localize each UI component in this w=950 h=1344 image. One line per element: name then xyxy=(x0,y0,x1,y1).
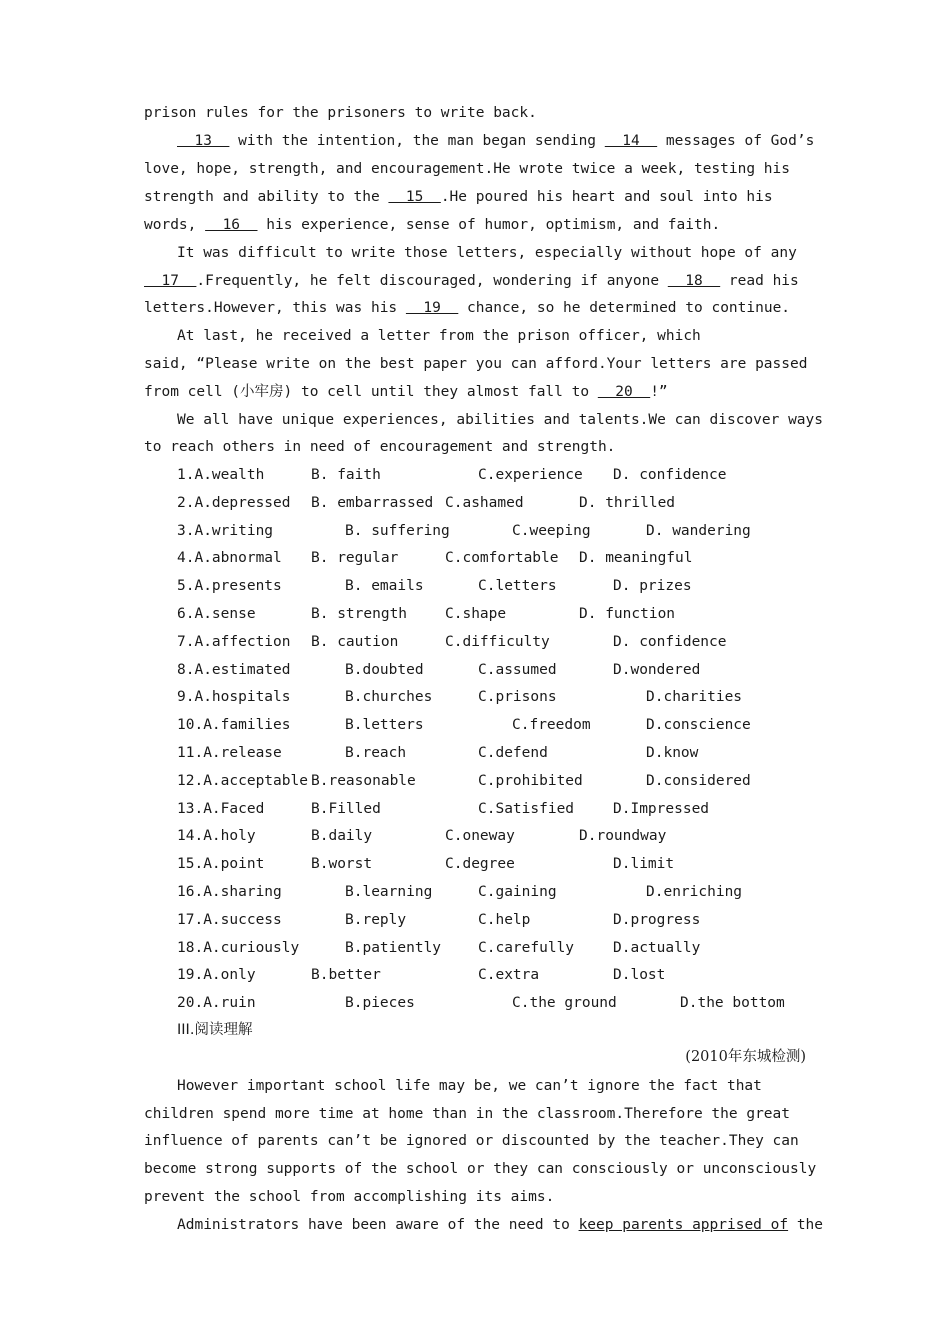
blank-17: 17 xyxy=(144,273,197,289)
passage-line xyxy=(177,326,842,346)
option-b: B. caution xyxy=(311,633,399,650)
reading-line xyxy=(144,1187,809,1207)
option-d: D. confidence xyxy=(613,467,727,483)
option-d: D.Impressed xyxy=(613,800,710,817)
passage-text: read his xyxy=(720,273,799,289)
passage-text: to reach others in need of encouragement and strength. xyxy=(144,439,616,455)
option-d: D.the bottom xyxy=(680,995,785,1012)
option-b: B. strength xyxy=(311,606,408,622)
option-d: D.enriching xyxy=(646,884,743,900)
section-heading xyxy=(177,1020,842,1040)
option-b: B. emails xyxy=(345,578,424,595)
option-c: C.shape xyxy=(445,606,507,622)
passage-line xyxy=(144,298,809,318)
option-a: 16.A.sharing xyxy=(177,884,282,900)
option-c: C.comfortable xyxy=(445,550,559,567)
reading-line xyxy=(144,1131,809,1151)
option-c: C.carefully xyxy=(478,939,575,956)
passage-text: .He poured his heart and soul into his xyxy=(440,189,773,205)
blank-16: 16 xyxy=(205,217,258,233)
option-c: C.defend xyxy=(478,745,548,761)
section-heading-text: III.阅读理解 xyxy=(177,1022,253,1038)
option-d: D.roundway xyxy=(579,828,667,845)
passage-text: It was difficult to write those letters, especially without hope of any xyxy=(177,245,797,261)
passage-line xyxy=(144,159,809,179)
passage-line xyxy=(144,382,809,402)
option-c: C.gaining xyxy=(478,884,557,900)
blank-18: 18 xyxy=(667,273,721,289)
passage-text: chance, so he determined to continue. xyxy=(458,300,791,316)
option-b: B.letters xyxy=(345,717,424,734)
passage-text: messages of God’s xyxy=(657,133,815,149)
passage-text: !” xyxy=(650,384,668,400)
reading-line xyxy=(144,1104,809,1124)
passage-line xyxy=(177,243,842,263)
option-a: 2.A.depressed xyxy=(177,494,291,511)
option-a: 6.A.sense xyxy=(177,606,256,622)
option-c: C.help xyxy=(478,911,531,928)
option-a: 7.A.affection xyxy=(177,633,291,650)
option-b: B.reasonable xyxy=(311,772,416,789)
option-a: 14.A.holy xyxy=(177,828,256,845)
passage-line xyxy=(144,271,809,291)
option-b: B.worst xyxy=(311,856,373,873)
option-c: C.difficulty xyxy=(445,633,550,650)
option-b: B.Filled xyxy=(311,800,381,817)
reading-text: children spend more time at home than in the classroom.Therefore the great xyxy=(144,1106,791,1122)
option-c: C.weeping xyxy=(512,522,591,539)
option-b: B.daily xyxy=(311,828,373,845)
passage-text: prison rules for the prisoners to write back. xyxy=(144,105,537,121)
passage-text: said, “Please write on the best paper you can afford.Your letters are passed xyxy=(144,356,808,372)
reading-text: the xyxy=(788,1217,824,1233)
option-a: 5.A.presents xyxy=(177,578,282,595)
passage-text: love, hope, strength, and encouragement.He wrote twice a week, testing his xyxy=(144,161,791,177)
passage-line xyxy=(144,187,809,207)
option-a: 15.A.point xyxy=(177,856,265,873)
option-d: D.know xyxy=(646,745,699,761)
option-a: 19.A.only xyxy=(177,967,256,984)
option-d: D. meaningful xyxy=(579,550,693,567)
option-a: 9.A.hospitals xyxy=(177,689,291,706)
option-c: C.degree xyxy=(445,856,515,873)
blank-15: 15 xyxy=(388,189,441,205)
option-a: 8.A.estimated xyxy=(177,661,291,678)
option-a: 18.A.curiously xyxy=(177,939,300,956)
option-c: C.prohibited xyxy=(478,772,583,789)
option-d: D.charities xyxy=(646,689,743,706)
passage-text: We all have unique experiences, abilities and talents.We can discover ways xyxy=(177,412,824,428)
option-d: D. confidence xyxy=(613,633,727,650)
option-c: C.the ground xyxy=(512,995,617,1012)
option-c: C.oneway xyxy=(445,828,515,845)
option-b: B.learning xyxy=(345,884,433,900)
option-d: D.conscience xyxy=(646,717,751,734)
reading-line xyxy=(177,1076,842,1096)
passage-text: words, xyxy=(144,217,206,233)
option-d: D.actually xyxy=(613,939,701,956)
reading-text: Administrators have been aware of the need to xyxy=(177,1217,579,1233)
option-a: 20.A.ruin xyxy=(177,995,256,1012)
passage-text: strength and ability to the xyxy=(144,189,389,205)
option-a: 17.A.success xyxy=(177,911,282,928)
option-b: B.doubted xyxy=(345,661,424,678)
option-c: C.letters xyxy=(478,578,557,595)
option-c: C.ashamed xyxy=(445,494,524,511)
passage-line xyxy=(144,215,809,235)
option-d: D. thrilled xyxy=(579,494,676,511)
option-c: C.assumed xyxy=(478,661,557,678)
option-b: B. regular xyxy=(311,550,399,567)
reading-line xyxy=(144,1159,817,1179)
option-d: D. wandering xyxy=(646,522,751,539)
reading-text: However important school life may be, we can’t ignore the fact that xyxy=(177,1078,762,1094)
underlined-phrase: keep parents apprised of xyxy=(578,1217,789,1233)
passage-line xyxy=(144,437,809,457)
reading-line xyxy=(177,1215,842,1235)
option-b: B.reach xyxy=(345,745,407,761)
option-c: C.Satisfied xyxy=(478,800,575,817)
option-d: D.progress xyxy=(613,911,701,928)
option-b: B. faith xyxy=(311,467,381,483)
option-d: D. prizes xyxy=(613,578,692,595)
option-c: C.extra xyxy=(478,967,540,984)
option-a: 4.A.abnormal xyxy=(177,550,282,567)
option-d: D. function xyxy=(579,606,676,622)
reading-text: influence of parents can’t be ignored or discounted by the teacher.They can xyxy=(144,1133,799,1149)
option-a: 3.A.writing xyxy=(177,522,274,539)
passage-text: At last, he received a letter from the prison officer, which xyxy=(177,328,701,344)
passage-text: from cell (小牢房) to cell until they almost fall to xyxy=(144,384,598,400)
option-d: D.wondered xyxy=(613,661,701,678)
option-c: C.experience xyxy=(478,467,583,483)
option-a: 11.A.release xyxy=(177,745,282,761)
option-b: B.pieces xyxy=(345,995,415,1012)
option-a: 10.A.families xyxy=(177,717,291,734)
option-b: B.reply xyxy=(345,911,407,928)
passage-line xyxy=(144,103,809,123)
blank-19: 19 xyxy=(405,300,459,316)
passage-line xyxy=(177,131,842,151)
option-d: D.lost xyxy=(613,967,666,984)
blank-20: 20 xyxy=(597,384,651,400)
option-b: B.patiently xyxy=(345,939,442,956)
reading-text: become strong supports of the school or they can consciously or unconsciously xyxy=(144,1161,817,1177)
option-b: B. suffering xyxy=(345,522,450,539)
option-b: B.better xyxy=(311,967,381,984)
option-a: 13.A.Faced xyxy=(177,800,265,817)
option-c: C.prisons xyxy=(478,689,557,706)
option-c: C.freedom xyxy=(512,717,591,734)
passage-text: letters.However, this was his xyxy=(144,300,406,316)
blank-13: 13 xyxy=(177,133,230,149)
passage-text: his experience, sense of humor, optimism, and faith. xyxy=(257,217,721,233)
passage-line xyxy=(177,410,842,430)
option-a: 12.A.acceptable xyxy=(177,772,308,789)
source-note: (2010年东城检测) xyxy=(685,1049,806,1065)
passage-text: .Frequently, he felt discouraged, wondering if anyone xyxy=(196,273,668,289)
reading-text: prevent the school from accomplishing its aims. xyxy=(144,1189,555,1205)
passage-line xyxy=(144,354,809,374)
blank-14: 14 xyxy=(604,133,658,149)
option-d: D.considered xyxy=(646,772,751,789)
option-a: 1.A.wealth xyxy=(177,467,265,483)
option-d: D.limit xyxy=(613,856,675,873)
option-b: B.churches xyxy=(345,689,433,706)
option-b: B. embarrassed xyxy=(311,494,434,511)
passage-text: with the intention, the man began sending xyxy=(229,133,605,149)
